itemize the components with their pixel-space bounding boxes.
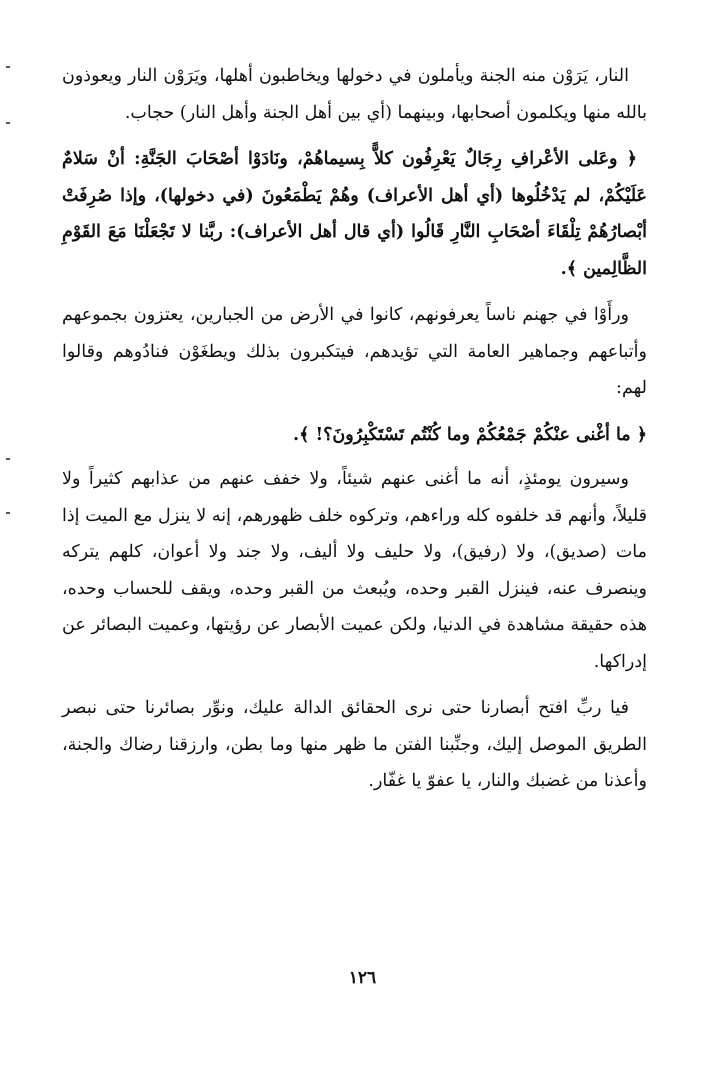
paragraph-intro: النار، يَرَوْن منه الجنة ويأملون في دخولها ويخاطبون أهلها، ويَرَوْن النار ويعوذون بالله منها ويكلمون أصحابها، وبينهما (أي بين أهل الجنة وأهل النار) حجاب. <box>62 66 647 123</box>
margin-mark <box>6 66 10 68</box>
margin-mark <box>6 458 10 460</box>
quran-verse-araf: ﴿ وعَلى الأعْرافِ رِجَالٌ يَعْرِفُون كلاًّ بِسيماهُمْ، ونَادَوْا أصْحَابَ الجَنَّةِ: أنْ سَلامٌ عَلَيْكُمْ، لم يَدْخُلُوها (أي أهل الأعراف) وهُمْ يَطْمَعُونَ (في دخولها)، وإذا صُرِفَتْ أبْصارُهُمْ تِلْقَاءَ أصْحَابِ النَّارِ قَالُوا (أي قال أهل الأعراف): ربَّنا لا تَجْعَلْنَا مَعَ القَوْمِ الظَّالِمين ﴾. <box>62 149 647 279</box>
paragraph-hell-people: ورأَوْا في جهنم ناساً يعرفونهم، كانوا في الأرض من الجبارين، يعتزون بجموعهم وأتباعهم وجماهير العامة التي تؤيدهم، فيتكبرون بذلك ويطغَوْن فنادُوهم وقالوا لهم: <box>62 305 647 398</box>
paragraph-grave: وسيرون يومئذٍ، أنه ما أغنى عنهم شيئاً، ولا خفف عنهم من عذابهم كثيراً ولا قليلاً، وأنهم قد خلفوه كله وراءهم، وتركوه خلف ظهورهم، إنه لا ينزل مع الميت إذا مات (صديق)، ولا (رفيق)، ولا حليف ولا أليف، ولا جند ولا أعوان، كلهم يتركه وينصرف عنه، فينزل القبر وحده، ويُبعث من القبر وحده، ويقف للحساب وحده، هذه حقيقة مشاهدة في الدنيا، ولكن عميت الأبصار عن رؤيتها، وعميت البصائر عن إدراكها. <box>62 469 647 672</box>
margin-mark <box>6 122 10 124</box>
page-body <box>62 58 647 800</box>
margin-mark <box>6 512 10 514</box>
quran-verse-question: ﴿ ما أغْنى عنْكُمْ جَمْعُكُمْ وما كُنْتُم تَسْتَكْبِرُونَ؟! ﴾. <box>293 424 647 445</box>
page-number: ١٢٦ <box>348 968 377 988</box>
paragraph-prayer: فيا ربِّ افتح أبصارنا حتى نرى الحقائق الدالة عليك، ونوِّر بصائرنا حتى نبصر الطريق الموصل إليك، وجنِّبنا الفتن ما ظهر منها وما بطن، وارزقنا رضاك والجنة، وأعذنا من غضبك والنار، يا عفوّ يا غفّار. <box>62 698 647 791</box>
